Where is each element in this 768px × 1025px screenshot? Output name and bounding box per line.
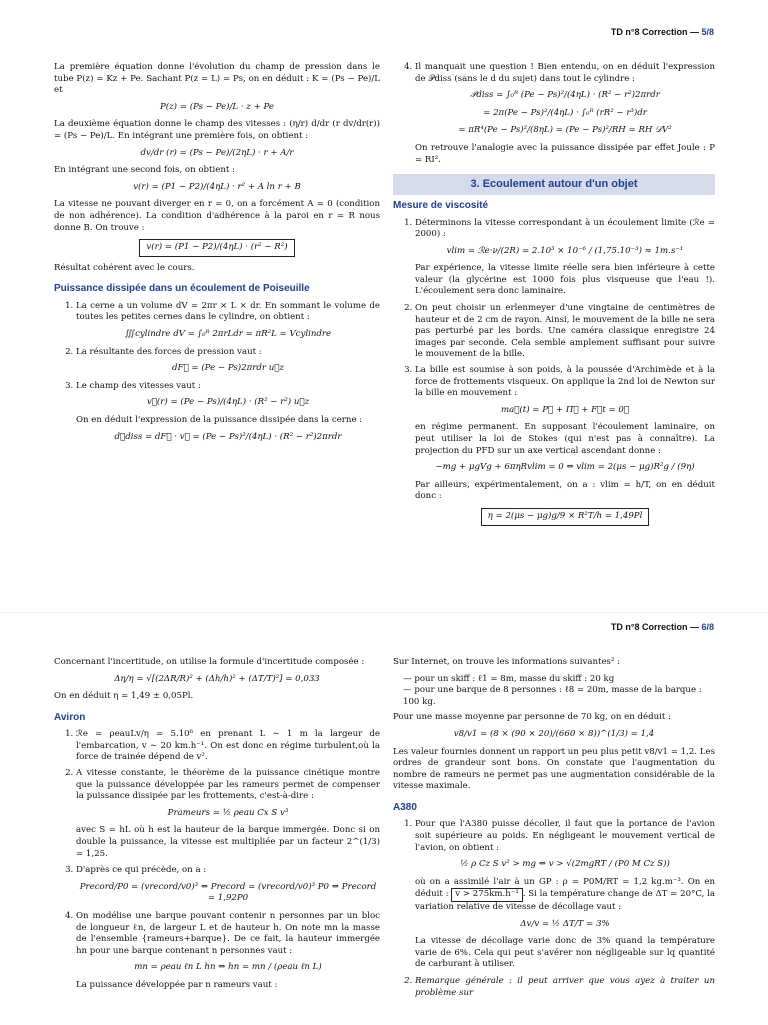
equation: vlim = ℛe·ν/(2R) = 2.10³ × 10⁻⁶ / (1,75.10⁻³) ≈ 1m.s⁻¹: [446, 245, 684, 256]
paragraph: On en déduit η = 1,49 ± 0,05Pl.: [54, 691, 194, 702]
equation: Precord/P0 = (vrecord/v0)³ ⇔ Precord = (vrecord/v0)³ P0 ⇔ Precord = 1,92P0: [79, 881, 377, 904]
equation: v8/v1 = (8 × (90 × 20)/(660 × 8))^(1/3) = 1,4: [453, 728, 655, 739]
paragraph: La première équation donne l'évolution du champ de pression dans le tube P(z) = Kz + Pe. Sachant P(z = L) = Ps, on en déduit : K = (Ps − Pe)/L et: [54, 62, 380, 96]
paragraph: où on a assimilé l'air à un GP : ρ = P0M/RT = 1,2 kg.m⁻³. On en déduit : v > 275km.h⁻¹ . Si la température change de ΔT = 20°C, la variation relative de vitesse de décollage vaut :: [415, 876, 715, 912]
list-item: 2. Remarque générale : il peut arriver que vous ayez à traiter un problème sur: [415, 976, 715, 999]
list-item: 3. D'après ce qui précède, on a : Precord/P0 = (vrecord/v0)³ ⇔ Precord = (vrecord/v0)³ P0 ⇔ Precord = 1,92P0: [76, 865, 380, 905]
equation: Prameurs = ½ ρeau Cx S v³: [167, 807, 289, 818]
page-number: 6/8: [701, 622, 714, 632]
paragraph: Résultat cohérent avec le cours.: [54, 262, 195, 273]
equation: Δη/η = √[(2ΔR/R)² + (Δh/h)² + (ΔT/T)²] = 0,033: [114, 673, 320, 684]
equation: = 2π(Pe − Ps)²/(4ηL) · ∫₀ᴿ (rR² − r³)dr: [483, 107, 647, 118]
equation: P(z) = (Ps − Pe)/L · z + Pe: [160, 101, 274, 112]
paragraph: Par expérience, la vitesse limite réelle sera bien inférieure à cette valeur (la glycérine est 1000 fois plus visqueuse que l'eau !). L'écoulement sera donc laminaire.: [415, 263, 715, 297]
paragraph: La puissance développée par n rameurs vaut :: [76, 979, 278, 990]
boxed-result: η = 2(μs − μg)g/9 × R²T/h = 1,49Pl: [415, 508, 715, 526]
equation: ma⃗(t) = P⃗ + Π⃗ + F⃗t = 0⃗: [500, 404, 630, 415]
numbered-list: [54, 301, 380, 443]
page-number: 5/8: [701, 27, 714, 37]
list-item: 1. Pour que l'A380 puisse décoller, il faut que la portance de l'avion soit supérieure au poids. En négligeant le mouvement vertical de l'avion, on obtient : ½ ρ Cz S v² > mg ⇔ v > √(2mgRT / (P0 M Cz S)) où on a assimilé l'air à un GP : ρ = P0M/RT = 1,2 kg.m⁻³. On en déduit : v > 275km.h⁻¹ . Si la température change de ΔT = 20°C, la variation relative de vitesse de décollage vaut : Δv/v = ½ ΔT/T = 3% La vitesse de décollage varie donc de 3% quand la température varie de 6%. Cela qui peut s'avérer non négligeable sur lq quantité de carburant à utiliser.: [415, 819, 715, 971]
list-item: 2. On peut choisir un erlenmeyer d'une vingtaine de centimètres de hauteur et de 2 cm de rayon. Ainsi, le mouvement de la bille ne sera pas perturbé par les bords. Une caméra classique enregistre 24 images par seconde. Cela semble amplement suffisant pour suivre le mouvement de la bille.: [415, 303, 715, 361]
paragraph: On retrouve l'analogie avec la puissance dissipée par effet Joule : P = RI².: [415, 142, 715, 165]
subsection-heading: A380: [393, 801, 417, 813]
numbered-list: [393, 819, 715, 999]
list-item: 1. Déterminons la vitesse correspondant à un écoulement limite (ℛe = 2000) : vlim = ℛe·ν/(2R) = 2.10³ × 10⁻⁶ / (1,75.10⁻³) ≈ 1m.s⁻¹ Par expérience, la vitesse limite réelle sera bien inférieure à cette valeur (la glycérine est 1000 fois plus visqueuse que l'eau !). L'écoulement sera donc laminaire.: [415, 218, 715, 299]
list-item: 3. Le champ des vitesses vaut : v⃗(r) = (Pe − Ps)/(4ηL) · (R² − r²) u⃗z On en déduit l'expression de la puissance dissipée dans la cerne : d𝒫diss = dF⃗ · v⃗ = (Pe − Ps)²/(4ηL) · (R² − r²)2πrdr: [76, 381, 380, 443]
subsection-heading: Mesure de viscosité: [393, 200, 489, 211]
paragraph: en régime permanent. En supposant l'écoulement laminaire, on peut utiliser la loi de Stokes (qui n'est pas à connaître). La projection du PFD sur un axe vertical ascendant donne :: [415, 422, 715, 456]
boxed-result: v(r) = (P1 − P2)/(4ηL) · (r² − R²): [54, 239, 380, 257]
paragraph: La vitesse de décollage varie donc de 3% quand la température varie de 6%. Cela qui peut s'avérer non négligeable sur lq quantité de carburant à utiliser.: [415, 936, 715, 970]
list-item: 4. On modélise une barque pouvant contenir n personnes par un bloc de longueur ℓn, de largeur L et de hauteur h. On note mn la masse de l'ensemble {rameurs+barque}. De ce fait, la hauteur immergée hn pour une barque contenant n personnes vaut : mn = ρeau ℓn L hn ⇒ hn = mn / (ρeau ℓn L) La puissance développée par n rameurs vaut :: [76, 911, 380, 992]
list-item: 4. Il manquait une question ! Bien entendu, on en déduit l'expression de 𝒫diss (sans le d du sujet) dans tout le cylindre : 𝒫diss = ∫₀ᴿ (Pe − Ps)²/(4ηL) · (R² − r²)2πrdr = 2π(Pe − Ps)²/(4ηL) · ∫₀ᴿ (rR² − r³)dr = πR⁴(Pe − Ps)²/(8ηL) = (Pe − Ps)²/RH = RH 𝒟V² On retrouve l'analogie avec la puissance dissipée par effet Joule : P = RI².: [415, 62, 715, 166]
boxed-result: v > 275km.h⁻¹: [451, 888, 523, 902]
equation: dv/dr (r) = (Ps − Pe)/(2ηL) · r + A/r: [140, 147, 294, 158]
equation: mn = ρeau ℓn L hn ⇒ hn = mn / (ρeau ℓn L): [134, 962, 322, 973]
paragraph: avec S = hL où h est la hauteur de la barque immergée. Donc si on double la puissance, la vitesse est multipliée par un facteur 2^(1/3) = 1,25.: [76, 825, 380, 859]
paragraph: Par ailleurs, expérimentalement, on a : vlim = h/T, on en déduit donc :: [415, 479, 715, 502]
equation: ½ ρ Cz S v² > mg ⇔ v > √(2mgRT / (P0 M Cz S)): [460, 859, 670, 870]
right-column: [393, 62, 715, 532]
list-item: 3. La bille est soumise à son poids, à la poussée d'Archimède et à la force de frottements visqueux. On applique la 2nd loi de Newton sur la bille en mouvement : ma⃗(t) = P⃗ + Π⃗ + F⃗t = 0⃗ en régime permanent. En supposant l'écoulement laminaire, on peut utiliser la loi de Stokes (qui n'est pas à connaître). La projection du PFD sur un axe vertical ascendant donne : −mg + μgVg + 6πηRvlim = 0 ⇔ vlim = 2(μs − μg)R²g / (9η) Par ailleurs, expérimentalement, on a : vlim = h/T, on en déduit donc : η = 2(μs − μg)g/9 × R²T/h = 1,49Pl: [415, 365, 715, 526]
page-6: [0, 612, 768, 1025]
equation: v(r) = (P1 − P2)/(4ηL) · r² + A ln r + B: [133, 181, 301, 192]
left-column: [54, 657, 380, 997]
list-item: — pour un skiff : ℓ1 = 8m, masse du skiff : 20 kg: [403, 674, 715, 686]
numbered-list: [393, 218, 715, 526]
paragraph: Les valeur fournies donnent un rapport un peu plus petit v8/v1 = 1,2. Les ordres de grandeur sont bons. On constate que l'augmentation du nombre de rameurs ne permet pas une augmentation considérable de la vitesse maximale.: [393, 746, 715, 792]
list-item: 1. La cerne a un volume dV = 2πr × L × dr. En sommant le volume de toutes les petites cernes dans le cylindre, on obtient : ∭cylindre dV = ∫₀ᴿ 2πrLdr = πR²L = Vcylindre: [76, 301, 380, 341]
equation: = πR⁴(Pe − Ps)²/(8ηL) = (Pe − Ps)²/RH = RH 𝒟V²: [458, 125, 672, 136]
list-item: — pour une barque de 8 personnes : ℓ8 = 20m, masse de la barque : 100 kg.: [403, 685, 715, 708]
equation: v⃗(r) = (Pe − Ps)/(4ηL) · (R² − r²) u⃗z: [146, 397, 310, 408]
equation: dF⃗ = (Pe − Ps)2πrdr u⃗z: [172, 363, 284, 374]
equation: ∭cylindre dV = ∫₀ᴿ 2πrLdr = πR²L = Vcylindre: [124, 329, 332, 339]
bullet-list: [393, 674, 715, 709]
paragraph: La deuxième équation donne le champ des vitesses : (η/r) d/dr (r dv/dr(r)) = (Ps − Pe)/L. En intégrant une première fois, on obtient :: [54, 119, 380, 141]
equation: d𝒫diss = dF⃗ · v⃗ = (Pe − Ps)²/(4ηL) · (R² − r²)2πrdr: [114, 431, 342, 442]
equation: 𝒫diss = ∫₀ᴿ (Pe − Ps)²/(4ηL) · (R² − r²)2πrdr: [470, 90, 660, 101]
list-item: 1. ℛe = ρeauLv/η = 5.10⁶ en prenant L ∼ 1 m la largeur de l'embarcation, v ∼ 20 km.h⁻¹. On est donc en régime turbulent,où la force de trainée dépend de v².: [76, 729, 380, 764]
paragraph: En intégrant une second fois, on obtient :: [54, 165, 235, 176]
paragraph: On en déduit l'expression de la puissance dissipée dans la cerne :: [76, 414, 363, 425]
numbered-list: [54, 729, 380, 991]
paragraph: Pour une masse moyenne par personne de 70 kg, on en déduit :: [393, 712, 671, 723]
paragraph: Concernant l'incertitude, on utilise la formule d'incertitude composée :: [54, 657, 365, 667]
paragraph: La vitesse ne pouvant diverger en r = 0, on a forcément A = 0 (condition de non adhérence). La condition d'adhérence à la paroi en r = R nous donne B. On trouve :: [54, 199, 380, 233]
numbered-list: [393, 62, 715, 166]
subsection-heading: Puissance dissipée dans un écoulement de Poiseuille: [54, 283, 310, 295]
left-column: [54, 62, 380, 449]
running-header: TD n°8 Correction — 6/8: [610, 622, 714, 632]
section-heading-bar: 3. Ecoulement autour d'un objet: [393, 174, 715, 195]
list-item: 2. A vitesse constante, le théorème de la puissance cinétique montre que la puissance développée par les rameurs permet de compenser la puissance dissipée par les frottements, c'est-à-dire : Prameurs = ½ ρeau Cx S v³ avec S = hL où h est la hauteur de la barque immergée. Donc si on double la puissance, la vitesse est multipliée par un facteur 2^(1/3) = 1,25.: [76, 768, 380, 860]
right-column: [393, 657, 715, 1003]
list-item: 2. La résultante des forces de pression vaut : dF⃗ = (Pe − Ps)2πrdr u⃗z: [76, 347, 380, 375]
equation: −mg + μgVg + 6πηRvlim = 0 ⇔ vlim = 2(μs − μg)R²g / (9η): [435, 462, 695, 473]
paragraph: Sur Internet, on trouve les informations suivantes² :: [393, 657, 621, 667]
equation: Δv/v = ½ ΔT/T = 3%: [520, 918, 610, 929]
subsection-heading: Aviron: [54, 711, 86, 723]
running-header: TD n°8 Correction — 5/8: [610, 27, 714, 37]
